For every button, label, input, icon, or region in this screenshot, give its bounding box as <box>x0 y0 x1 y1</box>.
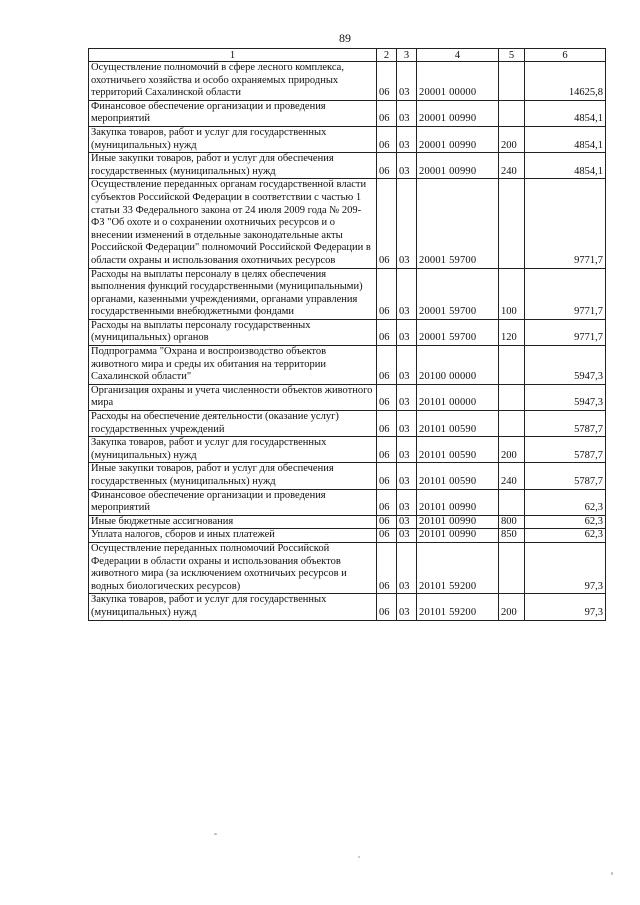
row-subsection: 03 <box>397 62 417 101</box>
header-col-2: 2 <box>377 49 397 62</box>
row-expense-type <box>499 384 525 410</box>
row-section: 06 <box>377 594 397 620</box>
row-amount: 9771,7 <box>525 179 606 268</box>
row-target-article: 20101 00990 <box>417 529 499 543</box>
row-subsection: 03 <box>397 437 417 463</box>
row-amount: 5947,3 <box>525 384 606 410</box>
table-row <box>89 346 606 385</box>
header-col-1: 1 <box>89 49 377 62</box>
row-amount: 62,3 <box>525 489 606 515</box>
row-subsection: 03 <box>397 515 417 529</box>
row-amount: 4854,1 <box>525 153 606 179</box>
row-name: Закупка товаров, работ и услуг для государственных (муниципальных) нужд <box>89 594 377 620</box>
row-expense-type <box>499 542 525 593</box>
row-amount: 9771,7 <box>525 319 606 345</box>
row-target-article: 20101 00990 <box>417 515 499 529</box>
row-name: Уплата налогов, сборов и иных платежей <box>89 529 377 543</box>
row-name: Организация охраны и учета численности объектов животного мира <box>89 384 377 410</box>
row-name: Осуществление переданных органам государственной власти субъектов Российской Федерации в соответствии с частью 1 статьи 33 Федерального закона от 24 июля 2009 года № 209-ФЗ "Об охоте и о сохранении охотничьих ресурсов и о внесении изменений в отдельные законодательные акты Российской Федерации" полномочий Российской Федерации в области охраны и использования охотничьих ресурсов <box>89 179 377 268</box>
row-amount: 9771,7 <box>525 268 606 319</box>
row-subsection: 03 <box>397 319 417 345</box>
row-name: Расходы на обеспечение деятельности (оказание услуг) государственных учреждений <box>89 411 377 437</box>
row-amount: 4854,1 <box>525 126 606 152</box>
row-name: Иные бюджетные ассигнования <box>89 515 377 529</box>
row-section: 06 <box>377 126 397 152</box>
header-col-3: 3 <box>397 49 417 62</box>
row-target-article: 20001 59700 <box>417 179 499 268</box>
row-target-article: 20101 00990 <box>417 489 499 515</box>
table-row <box>89 268 606 319</box>
scan-speck <box>611 872 613 875</box>
row-expense-type: 100 <box>499 268 525 319</box>
row-section: 06 <box>377 346 397 385</box>
row-target-article: 20001 00990 <box>417 100 499 126</box>
row-section: 06 <box>377 515 397 529</box>
row-expense-type: 850 <box>499 529 525 543</box>
row-subsection: 03 <box>397 346 417 385</box>
row-subsection: 03 <box>397 594 417 620</box>
row-amount: 97,3 <box>525 594 606 620</box>
row-section: 06 <box>377 529 397 543</box>
row-target-article: 20101 00590 <box>417 463 499 489</box>
table-row <box>89 126 606 152</box>
table-row <box>89 515 606 529</box>
row-section: 06 <box>377 463 397 489</box>
row-target-article: 20001 00990 <box>417 126 499 152</box>
row-subsection: 03 <box>397 179 417 268</box>
row-target-article: 20100 00000 <box>417 346 499 385</box>
row-expense-type <box>499 346 525 385</box>
row-name: Расходы на выплаты персоналу государственных (муниципальных) органов <box>89 319 377 345</box>
scan-speck <box>214 833 217 835</box>
table-row <box>89 100 606 126</box>
row-target-article: 20101 00590 <box>417 411 499 437</box>
table-row <box>89 594 606 620</box>
row-subsection: 03 <box>397 411 417 437</box>
row-section: 06 <box>377 489 397 515</box>
row-name: Закупка товаров, работ и услуг для государственных (муниципальных) нужд <box>89 126 377 152</box>
row-expense-type: 800 <box>499 515 525 529</box>
header-col-4: 4 <box>417 49 499 62</box>
row-subsection: 03 <box>397 529 417 543</box>
row-target-article: 20101 00000 <box>417 384 499 410</box>
table-row <box>89 542 606 593</box>
row-target-article: 20001 00990 <box>417 153 499 179</box>
row-target-article: 20001 00000 <box>417 62 499 101</box>
row-amount: 5787,7 <box>525 437 606 463</box>
row-name: Подпрограмма "Охрана и воспроизводство объектов животного мира и среды их обитания на территории Сахалинской области" <box>89 346 377 385</box>
page-number: 89 <box>339 31 351 45</box>
row-subsection: 03 <box>397 489 417 515</box>
row-amount: 62,3 <box>525 529 606 543</box>
row-section: 06 <box>377 437 397 463</box>
row-section: 06 <box>377 411 397 437</box>
row-section: 06 <box>377 319 397 345</box>
row-amount: 4854,1 <box>525 100 606 126</box>
row-expense-type: 240 <box>499 153 525 179</box>
row-section: 06 <box>377 384 397 410</box>
scan-speck <box>358 856 360 858</box>
table-row <box>89 153 606 179</box>
row-name: Финансовое обеспечение организации и проведения мероприятий <box>89 100 377 126</box>
row-section: 06 <box>377 268 397 319</box>
row-target-article: 20001 59700 <box>417 319 499 345</box>
row-name: Иные закупки товаров, работ и услуг для обеспечения государственных (муниципальных) нужд <box>89 463 377 489</box>
row-name: Иные закупки товаров, работ и услуг для обеспечения государственных (муниципальных) нужд <box>89 153 377 179</box>
table-row <box>89 62 606 101</box>
table-header-row <box>89 49 606 62</box>
row-target-article: 20001 59700 <box>417 268 499 319</box>
row-expense-type <box>499 489 525 515</box>
table-row <box>89 437 606 463</box>
row-expense-type: 200 <box>499 594 525 620</box>
row-section: 06 <box>377 179 397 268</box>
row-subsection: 03 <box>397 542 417 593</box>
row-expense-type: 200 <box>499 437 525 463</box>
row-amount: 62,3 <box>525 515 606 529</box>
row-subsection: 03 <box>397 384 417 410</box>
row-target-article: 20101 59200 <box>417 594 499 620</box>
table-row <box>89 384 606 410</box>
header-col-5: 5 <box>499 49 525 62</box>
row-section: 06 <box>377 62 397 101</box>
row-section: 06 <box>377 100 397 126</box>
table-row <box>89 463 606 489</box>
row-expense-type <box>499 62 525 101</box>
row-subsection: 03 <box>397 268 417 319</box>
row-subsection: 03 <box>397 153 417 179</box>
row-subsection: 03 <box>397 100 417 126</box>
row-expense-type: 120 <box>499 319 525 345</box>
row-section: 06 <box>377 542 397 593</box>
row-amount: 5947,3 <box>525 346 606 385</box>
row-amount: 5787,7 <box>525 463 606 489</box>
budget-table <box>88 48 606 621</box>
table-row <box>89 319 606 345</box>
row-target-article: 20101 00590 <box>417 437 499 463</box>
row-subsection: 03 <box>397 463 417 489</box>
row-subsection: 03 <box>397 126 417 152</box>
row-expense-type <box>499 179 525 268</box>
row-expense-type: 240 <box>499 463 525 489</box>
header-col-6: 6 <box>525 49 606 62</box>
row-amount: 5787,7 <box>525 411 606 437</box>
row-name: Закупка товаров, работ и услуг для государственных (муниципальных) нужд <box>89 437 377 463</box>
row-amount: 97,3 <box>525 542 606 593</box>
row-section: 06 <box>377 153 397 179</box>
row-name: Расходы на выплаты персоналу в целях обеспечения выполнения функций государственными (муниципальными) органами, казенными учреждениями, органами управления государственными внебюджетными фондами <box>89 268 377 319</box>
row-expense-type <box>499 100 525 126</box>
table-row <box>89 179 606 268</box>
row-name: Осуществление переданных полномочий Российской Федерации в области охраны и использования объектов животного мира (за исключением охотничьих ресурсов и водных биологических ресурсов) <box>89 542 377 593</box>
table-row <box>89 411 606 437</box>
row-expense-type <box>499 411 525 437</box>
row-expense-type: 200 <box>499 126 525 152</box>
table-row <box>89 489 606 515</box>
table-row <box>89 529 606 543</box>
row-amount: 14625,8 <box>525 62 606 101</box>
row-target-article: 20101 59200 <box>417 542 499 593</box>
row-name: Финансовое обеспечение организации и проведения мероприятий <box>89 489 377 515</box>
row-name: Осуществление полномочий в сфере лесного комплекса, охотничьего хозяйства и особо охраняемых природных территорий Сахалинской области <box>89 62 377 101</box>
